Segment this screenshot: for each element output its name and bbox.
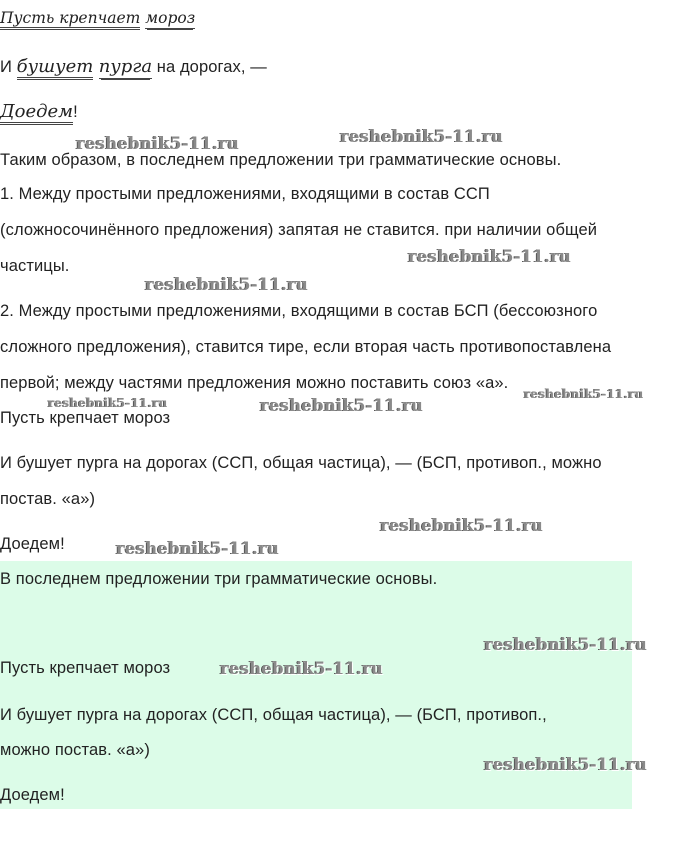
- poem-suffix: на дорогах, —: [152, 58, 267, 76]
- subject: пурга: [98, 56, 153, 77]
- answer-line-3: Доедем!: [0, 786, 65, 804]
- poem-line-3: [0, 102, 78, 122]
- example-line-2a: И бушует пурга на дорогах (ССП, общая частица), — (БСП, противоп., можно: [0, 454, 602, 472]
- watermark: reshebnik5-11.ru: [260, 396, 424, 415]
- predicate: Пусть крепчает: [0, 9, 140, 30]
- poem-prefix: И: [0, 58, 17, 76]
- answer-line-2b: можно постав. «а»): [0, 741, 150, 759]
- rule-1-line-a: 1. Между простыми предложениями, входящими в состав ССП: [0, 185, 490, 203]
- predicate: бушует: [17, 56, 94, 80]
- rule-2-line-b: сложного предложения), ставится тире, если вторая часть противопоставлена: [0, 338, 612, 356]
- rule-2-line-c: первой; между частями предложения можно поставить союз «а».: [0, 374, 509, 392]
- watermark: reshebnik5-11.ru: [408, 247, 572, 266]
- poem-line-2: [0, 57, 267, 77]
- answer-line-2a: И бушует пурга на дорогах (ССП, общая частица), — (БСП, противоп.,: [0, 706, 547, 724]
- answer-line-1: Пусть крепчает мороз: [0, 659, 171, 677]
- predicate: Доедем: [0, 101, 73, 125]
- example-line-2b: постав. «а»): [0, 490, 96, 508]
- example-line-1: Пусть крепчает мороз: [0, 409, 171, 427]
- watermark: reshebnik5-11.ru: [116, 539, 280, 558]
- subject: мороз: [145, 9, 196, 27]
- poem-exclamation: !: [73, 103, 78, 121]
- watermark: reshebnik5-11.ru: [484, 755, 648, 774]
- answer-summary: В последнем предложении три грамматические основы.: [0, 570, 438, 588]
- rule-1-line-c: частицы.: [0, 257, 70, 275]
- example-line-3: Доедем!: [0, 535, 65, 553]
- watermark: reshebnik5-11.ru: [484, 635, 648, 654]
- watermark: reshebnik5-11.ru: [380, 516, 544, 535]
- rule-2-line-a: 2. Между простыми предложениями, входящими в состав БСП (бессоюзного: [0, 302, 598, 320]
- watermark: reshebnik5-11.ru: [76, 134, 240, 153]
- poem-line-1: [0, 8, 195, 28]
- conclusion-text: Таким образом, в последнем предложении три грамматические основы.: [0, 151, 562, 169]
- rule-1-line-b: (сложносочинённого предложения) запятая не ставится. при наличии общей: [0, 221, 598, 239]
- watermark: reshebnik5-11.ru: [524, 387, 644, 401]
- watermark: reshebnik5-11.ru: [340, 127, 504, 146]
- watermark: reshebnik5-11.ru: [220, 659, 384, 678]
- watermark: reshebnik5-11.ru: [145, 275, 309, 294]
- watermark: reshebnik5-11.ru: [48, 396, 168, 410]
